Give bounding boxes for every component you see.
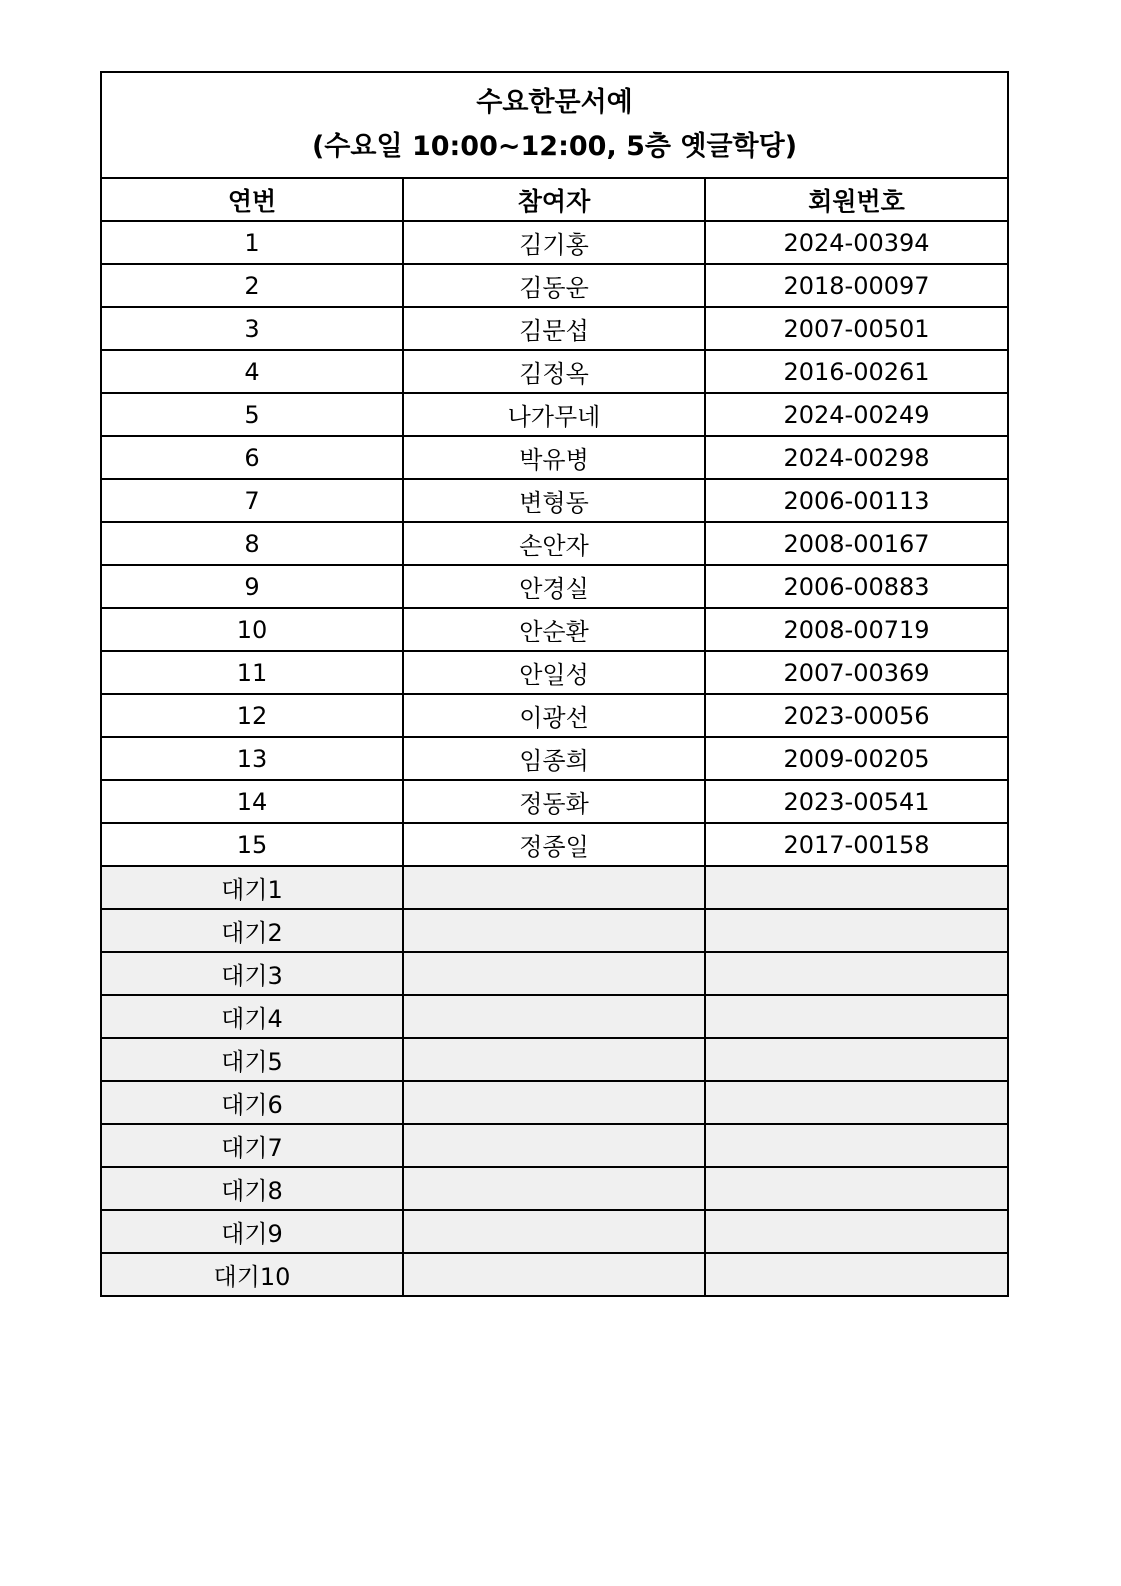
cell-name: 김동운: [403, 264, 705, 307]
cell-no: 7: [101, 479, 403, 522]
cell-member-id: [705, 1124, 1008, 1167]
cell-name: [403, 1124, 705, 1167]
cell-no: 1: [101, 221, 403, 264]
cell-name: 안일성: [403, 651, 705, 694]
cell-member-id: 2017-00158: [705, 823, 1008, 866]
cell-member-id: [705, 1167, 1008, 1210]
cell-no: 8: [101, 522, 403, 565]
waitlist-row: [101, 1253, 1008, 1296]
cell-no: 15: [101, 823, 403, 866]
cell-name: 변형동: [403, 479, 705, 522]
header-no: 연번: [101, 178, 403, 221]
table-row: [101, 608, 1008, 651]
cell-no: 4: [101, 350, 403, 393]
table-row: [101, 651, 1008, 694]
cell-member-id: 2023-00056: [705, 694, 1008, 737]
header-name: 참여자: [403, 178, 705, 221]
cell-member-id: 2006-00113: [705, 479, 1008, 522]
cell-member-id: 2024-00394: [705, 221, 1008, 264]
table-row: [101, 565, 1008, 608]
cell-no: 13: [101, 737, 403, 780]
cell-name: 손안자: [403, 522, 705, 565]
cell-member-id: 2008-00167: [705, 522, 1008, 565]
waitlist-row: [101, 866, 1008, 909]
cell-no: 6: [101, 436, 403, 479]
cell-name: [403, 1210, 705, 1253]
cell-member-id: 2023-00541: [705, 780, 1008, 823]
cell-no: 2: [101, 264, 403, 307]
table-row: [101, 350, 1008, 393]
table-row: [101, 436, 1008, 479]
cell-name: [403, 866, 705, 909]
table-row: [101, 264, 1008, 307]
cell-name: 안순환: [403, 608, 705, 651]
cell-name: [403, 1081, 705, 1124]
waitlist-row: [101, 1038, 1008, 1081]
attendance-table: [100, 71, 1009, 1297]
cell-no: 대기8: [101, 1167, 403, 1210]
cell-name: [403, 1167, 705, 1210]
cell-member-id: 2006-00883: [705, 565, 1008, 608]
header-row: [101, 178, 1008, 221]
cell-member-id: [705, 866, 1008, 909]
cell-no: 대기6: [101, 1081, 403, 1124]
table-row: [101, 522, 1008, 565]
cell-member-id: 2016-00261: [705, 350, 1008, 393]
cell-no: 대기9: [101, 1210, 403, 1253]
waitlist-row: [101, 1124, 1008, 1167]
participant-rows: [101, 221, 1008, 866]
cell-name: [403, 909, 705, 952]
cell-member-id: [705, 909, 1008, 952]
cell-no: 대기10: [101, 1253, 403, 1296]
cell-no: 대기4: [101, 995, 403, 1038]
header-member-id: 회원번호: [705, 178, 1008, 221]
cell-member-id: 2024-00249: [705, 393, 1008, 436]
cell-member-id: [705, 1038, 1008, 1081]
waitlist-row: [101, 1081, 1008, 1124]
cell-name: 김정옥: [403, 350, 705, 393]
cell-no: 12: [101, 694, 403, 737]
table-row: [101, 737, 1008, 780]
cell-member-id: [705, 1081, 1008, 1124]
cell-name: [403, 1253, 705, 1296]
cell-member-id: 2009-00205: [705, 737, 1008, 780]
table-row: [101, 307, 1008, 350]
table-row: [101, 823, 1008, 866]
cell-name: 이광선: [403, 694, 705, 737]
cell-member-id: 2007-00501: [705, 307, 1008, 350]
cell-no: 대기3: [101, 952, 403, 995]
title-schedule: (수요일 10:00~12:00, 5층 옛글학당): [311, 131, 798, 162]
cell-name: 박유병: [403, 436, 705, 479]
table-row: [101, 694, 1008, 737]
cell-no: 대기1: [101, 866, 403, 909]
cell-no: 대기7: [101, 1124, 403, 1167]
cell-member-id: [705, 1210, 1008, 1253]
cell-member-id: 2018-00097: [705, 264, 1008, 307]
cell-name: 김문섭: [403, 307, 705, 350]
cell-name: 나가무네: [403, 393, 705, 436]
cell-no: 14: [101, 780, 403, 823]
waitlist-row: [101, 909, 1008, 952]
cell-member-id: 2024-00298: [705, 436, 1008, 479]
cell-name: 김기홍: [403, 221, 705, 264]
title-class-name: 수요한문서예: [476, 87, 633, 118]
cell-name: [403, 995, 705, 1038]
cell-name: 임종희: [403, 737, 705, 780]
cell-name: 정동화: [403, 780, 705, 823]
waitlist-row: [101, 952, 1008, 995]
table-row: [101, 479, 1008, 522]
cell-no: 10: [101, 608, 403, 651]
cell-name: 정종일: [403, 823, 705, 866]
table-row: [101, 780, 1008, 823]
cell-member-id: [705, 952, 1008, 995]
cell-no: 11: [101, 651, 403, 694]
table-row: [101, 393, 1008, 436]
cell-no: 3: [101, 307, 403, 350]
cell-no: 대기2: [101, 909, 403, 952]
cell-no: 5: [101, 393, 403, 436]
cell-no: 대기5: [101, 1038, 403, 1081]
waitlist-rows: [101, 866, 1008, 1296]
cell-name: [403, 952, 705, 995]
cell-member-id: 2007-00369: [705, 651, 1008, 694]
waitlist-row: [101, 1167, 1008, 1210]
cell-no: 9: [101, 565, 403, 608]
table-title: [101, 72, 1008, 178]
cell-member-id: [705, 995, 1008, 1038]
waitlist-row: [101, 1210, 1008, 1253]
cell-name: [403, 1038, 705, 1081]
waitlist-row: [101, 995, 1008, 1038]
cell-name: 안경실: [403, 565, 705, 608]
cell-member-id: 2008-00719: [705, 608, 1008, 651]
table-row: [101, 221, 1008, 264]
cell-member-id: [705, 1253, 1008, 1296]
